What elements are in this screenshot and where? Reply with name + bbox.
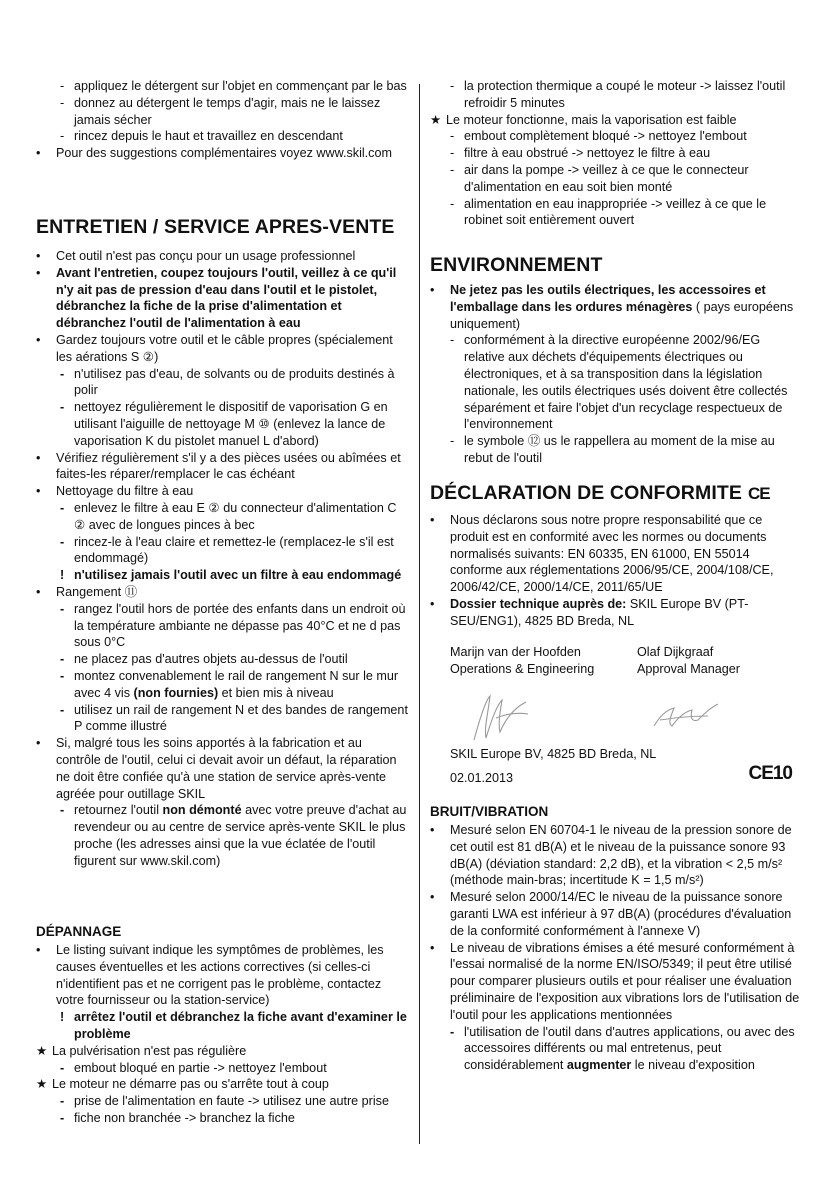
list-marker: • — [36, 249, 41, 263]
depannage-list — [36, 942, 408, 1127]
signer-1 — [450, 644, 594, 678]
list-item-text: Gardez toujours votre outil et le câble propres (spécialement les aérations S ②) — [56, 332, 393, 364]
bruit-dash-bold: augmenter — [566, 1058, 632, 1073]
list-item-text: donnez au détergent le temps d'agir, mais ne le laissez jamais sécher — [74, 95, 381, 127]
list-item-text: prise de l'alimentation en faute -> utilisez une autre prise — [74, 1094, 389, 1109]
list-item-text: n'utilisez pas d'eau, de solvants ou de produits destinés à polir — [74, 366, 395, 398]
list-marker: - — [450, 129, 455, 144]
list-marker: ! — [60, 1010, 65, 1025]
troubleshooting-continued — [430, 78, 800, 229]
list-item-text: la protection thermique a coupé le moteur -> laissez l'outil refroidir 5 minutes — [464, 79, 786, 110]
list-marker: - — [60, 1110, 65, 1125]
list-marker: - — [60, 366, 65, 381]
list-item — [36, 399, 408, 449]
list-item-text: filtre à eau obstrué -> nettoyez le filtre à eau — [464, 146, 711, 161]
env-warning-bold: Ne jetez pas les outils électriques, les accessoires et l'emballage dans les ordures ménagères — [450, 283, 766, 314]
entretien-list — [36, 248, 408, 869]
list-marker: - — [60, 601, 65, 616]
entretien-heading: ENTRETIEN / SERVICE APRES-VENTE — [36, 216, 395, 238]
bruit-text-1: Mesuré selon EN 60704-1 le niveau de la pression sonore de cet outil est 81 dB(A) et le niveau de la puissance sonore 93 dB(A) (déviation standard: 2,2 dB), et la vibration < 2,5 m/s² (méthode main-bras; incertitude K = 1,5 m/s²) — [450, 823, 792, 888]
list-item — [36, 601, 408, 651]
list-marker: ★ — [430, 112, 442, 127]
list-item-text: Rangement ⑪ — [56, 584, 138, 599]
list-item-text: Avant l'entretien, coupez toujours l'outil, veillez à ce qu'il n'y ait pas de pression d'eau dans l'outil et le pistolet, débranchez la fiche de la prise d'alimentation et débranchez l'outil de l'alimentation à eau — [56, 265, 397, 331]
dossier-address: SKIL Europe BV (PT-SEU/ENG1), 4825 BD Breda, NL — [450, 596, 749, 628]
declaration-section — [430, 512, 800, 630]
list-item — [36, 668, 408, 702]
environnement-heading: ENVIRONNEMENT — [430, 254, 603, 276]
list-item — [36, 332, 408, 366]
list-item — [430, 128, 800, 145]
list-item — [36, 128, 408, 145]
declaration-text: Nous déclarons sous notre propre responsabilité que ce produit est en conformité avec les normes ou documents normalisés suivants: EN 60335, EN 61000, EN 55014 conforme aux réglementations 2006/95/CE, 2004/108/CE, 2006/42/CE, 2000/14/CE, 2011/65/UE — [450, 513, 774, 595]
list-item-text: montez convenablement le rail de rangement N sur le mur avec 4 vis (non fournies) et bien mis à niveau — [74, 668, 399, 700]
list-item — [36, 366, 408, 400]
bruit-heading: BRUIT/VIBRATION — [430, 804, 549, 819]
list-item — [36, 1009, 408, 1043]
list-item — [36, 702, 408, 736]
list-item-text: appliquez le détergent sur l'objet en commençant par le bas — [74, 79, 407, 93]
list-item-text: ne placez pas d'autres objets au-dessus de l'outil — [74, 652, 348, 667]
environnement-section — [430, 282, 800, 467]
list-marker: • — [36, 146, 41, 161]
declaration-title-text: DÉCLARATION DE CONFORMITE — [430, 482, 742, 504]
dossier-label: Dossier technique auprès de: — [450, 596, 627, 611]
list-item-text: utilisez un rail de rangement N et des bandes de rangement P comme illustré — [74, 702, 408, 734]
list-marker: • — [36, 450, 41, 465]
list-item — [36, 1093, 408, 1110]
ce-mark-icon: CE — [747, 484, 770, 503]
list-marker: - — [60, 79, 65, 93]
list-item — [36, 802, 408, 869]
list-item-text: Le moteur fonctionne, mais la vaporisation est faible — [446, 112, 737, 127]
list-item-text: rincez-le à l'eau claire et remettez-le (remplacez-le s'il est endommagé) — [74, 534, 394, 566]
list-item: • Le niveau de vibrations émises a été mesuré conformément à l'essai normalisé de la norme EN/ISO/5349; il peut être utilisé pour comparer plusieurs outils et pour réaliser une évaluation préliminaire de l'exposition aux vibrations lors de l'utilisation de l'outil pour les applications mentionnées — [430, 940, 800, 1022]
list-item — [430, 433, 800, 467]
declaration-heading — [430, 482, 770, 505]
list-item — [430, 78, 800, 112]
list-item — [36, 450, 408, 484]
list-marker: • — [36, 736, 41, 751]
list-item — [36, 735, 408, 802]
signer-2 — [637, 644, 740, 678]
list-marker: ★ — [36, 1043, 48, 1058]
list-item — [36, 248, 408, 265]
bruit-text-2: Mesuré selon 2000/14/EC le niveau de la puissance sonore garanti LWA est inférieur à 97 dB(A) (procédures d'évaluation de la conformité conformément à l'annexe V) — [450, 890, 792, 938]
bruit-section — [430, 822, 800, 1074]
list-item-text: air dans la pompe -> veillez à ce que le connecteur d'alimentation en eau soit bien monté — [464, 162, 749, 194]
list-marker: - — [60, 652, 65, 667]
list-item-text: n'utilisez jamais l'outil avec un filtre à eau endommagé — [74, 568, 402, 583]
list-item — [430, 162, 800, 196]
list-marker: - — [450, 79, 455, 93]
list-item — [36, 942, 408, 1009]
list-item-text: rincez depuis le haut et travaillez en descendant — [74, 129, 343, 144]
list-item-text: embout bloqué en partie -> nettoyez l'embout — [74, 1060, 327, 1075]
list-item — [36, 651, 408, 668]
list-item-text: conformément à la directive européenne 2002/96/EG relative aux déchets d'équipements électriques ou électroniques, et à sa transposition dans la législation nationale, les outils électriques usés doivent être collectés séparément et faire l'objet d'un recyclage respectueux de l'environnement — [464, 333, 788, 432]
env-warning-rest: ( pays européens uniquement) — [450, 299, 794, 331]
list-item — [36, 567, 408, 584]
list-marker: - — [60, 668, 65, 683]
list-item — [36, 145, 408, 162]
signature-block — [430, 644, 800, 804]
list-item-text: fiche non branchée -> branchez la fiche — [74, 1110, 295, 1125]
list-item — [36, 1060, 408, 1077]
list-item-text: Le moteur ne démarre pas ou s'arrête tout à coup — [52, 1077, 329, 1092]
list-item — [36, 1043, 408, 1060]
bruit-dash-text-1: l'utilisation de l'outil dans d'autres applications, ou avec des accessoires différents ou mal entretenus, peut considérablement — [464, 1024, 795, 1073]
list-item — [36, 500, 408, 534]
list-item — [36, 1110, 408, 1127]
list-item — [430, 112, 800, 129]
env-subitems — [430, 332, 800, 466]
list-marker: - — [60, 1060, 65, 1075]
list-item — [430, 332, 800, 433]
signer-1-title: Operations & Engineering — [450, 661, 595, 676]
list-marker: ! — [60, 568, 65, 583]
declaration-date: 02.01.2013 — [450, 771, 514, 785]
signature-2-icon — [648, 696, 728, 736]
signer-2-name: Olaf Dijkgraaf — [637, 645, 714, 659]
list-item: • Mesuré selon EN 60704-1 le niveau de la pression sonore de cet outil est 81 dB(A) et le niveau de la puissance sonore 93 dB(A) (déviation standard: 2,2 dB), et la vibration < 2,5 m/s² (méthode main-bras; incertitude K = 1,5 m/s²) — [430, 822, 800, 889]
list-marker: - — [60, 129, 65, 144]
list-item — [36, 483, 408, 500]
list-item — [430, 196, 800, 230]
list-item — [430, 145, 800, 162]
ce10-mark-icon: CE10 — [748, 763, 792, 784]
list-item-text: Si, malgré tous les soins apportés à la fabrication et au contrôle de l'outil, celui ci devait avoir un défaut, la réparation ne doit être confiée qu'à une station de service après-vente agréée pour outillage SKIL — [56, 736, 397, 801]
list-marker: • — [36, 265, 41, 280]
company-line: SKIL Europe BV, 4825 BD Breda, NL — [450, 747, 657, 761]
list-marker: - — [60, 534, 65, 549]
list-marker: - — [450, 196, 455, 211]
depannage-heading: DÉPANNAGE — [36, 924, 122, 939]
signature-1-icon — [466, 688, 536, 748]
list-item: • Dossier technique auprès de: SKIL Europe BV (PT-SEU/ENG1), 4825 BD Breda, NL — [430, 596, 749, 628]
list-item-text: Cet outil n'est pas conçu pour un usage professionnel — [56, 249, 356, 263]
list-item — [36, 265, 408, 332]
list-item-text: rangez l'outil hors de portée des enfants dans un endroit où la température ambiante ne dépasse pas 40°C et ne d pas sous 0°C — [74, 601, 406, 650]
list-item: • Nous déclarons sous notre propre responsabilité que ce produit est en conformité avec les normes ou documents normalisés suivants: EN 60335, EN 61000, EN 55014 conforme aux réglementations 2006/95/CE, 2004/108/CE, 2006/42/CE, 2000/14/CE, 2011/65/UE — [430, 512, 800, 596]
list-marker: - — [60, 1094, 65, 1109]
list-item — [36, 584, 408, 601]
list-item — [36, 78, 408, 95]
list-item-text: alimentation en eau inappropriée -> veillez à ce que le robinet soit entièrement ouvert — [464, 196, 767, 228]
list-item: - l'utilisation de l'outil dans d'autres applications, ou avec des accessoires différents ou mal entretenus, peut considérablement augmenter le niveau d'exposition — [450, 1024, 795, 1073]
list-marker: - — [60, 803, 65, 818]
list-item-text: arrêtez l'outil et débranchez la fiche avant d'examiner le problème — [74, 1010, 407, 1041]
list-marker: • — [36, 584, 41, 599]
list-item-text: Vérifiez régulièrement s'il y a des pièces usées ou abîmées et faites-les réparer/remplacer le cas échéant — [56, 450, 401, 482]
list-marker: ★ — [36, 1077, 48, 1092]
list-marker: - — [450, 162, 455, 177]
list-marker: - — [60, 702, 65, 717]
bruit-text-3: Le niveau de vibrations émises a été mesuré conformément à l'essai normalisé de la norme EN/ISO/5349; il peut être utilisé pour comparer plusieurs outils et pour réaliser une évaluation préliminaire de l'exposition aux vibrations lors de l'utilisation de l'outil pour les applications mentionnées — [450, 940, 800, 1022]
list-marker: - — [450, 146, 455, 161]
list-item-text: Nettoyage du filtre à eau — [56, 484, 194, 499]
signer-2-title: Approval Manager — [637, 661, 740, 676]
list-marker: • — [36, 484, 41, 499]
list-item-text: Le listing suivant indique les symptômes de problèmes, les causes éventuelles et les actions correctives (si celles-ci n'identifient pas et ne corrigent pas le problème, contactez votre fournisseur ou la station-service) — [56, 943, 384, 1008]
list-item-text: Pour des suggestions complémentaires voyez www.skil.com — [56, 146, 392, 161]
list-item-text: retournez l'outil non démonté avec votre preuve d'achat au revendeur ou au centre de service après-vente SKIL le plus proche (les adresses ainsi que la vue éclatée de l'outil figurent sur www.skil.com) — [74, 803, 407, 868]
list-item — [36, 534, 408, 568]
list-item-text: embout complètement bloqué -> nettoyez l'embout — [464, 129, 747, 144]
list-marker: - — [60, 95, 65, 110]
list-item: • Mesuré selon 2000/14/EC le niveau de la puissance sonore garanti LWA est inférieur à 97 dB(A) (procédures d'évaluation de la conformité conformément à l'annexe V) — [430, 889, 800, 939]
list-marker: - — [60, 500, 65, 515]
list-item-text: nettoyez régulièrement le dispositif de vaporisation G en utilisant l'aiguille de nettoyage M ⑩ (enlevez la lance de vaporisation K du pistolet manuel L d'abord) — [74, 400, 388, 448]
list-item — [36, 95, 408, 129]
list-item: • Ne jetez pas les outils électriques, les accessoires et l'emballage dans les ordures ménagères ( pays européens uniquement) — [430, 283, 794, 331]
list-marker: - — [450, 333, 455, 348]
column-divider — [419, 84, 420, 1144]
signer-1-name: Marijn van der Hoofden — [450, 645, 581, 659]
list-marker: - — [60, 400, 65, 415]
list-item-text: enlevez le filtre à eau E ② du connecteur d'alimentation C ② avec de longues pinces à bec — [74, 500, 397, 532]
list-item — [36, 1076, 408, 1093]
list-marker: • — [36, 943, 41, 957]
list-marker: • — [36, 332, 41, 347]
cleaning-steps — [36, 78, 408, 162]
bruit-dash-text-2: le niveau d'exposition — [631, 1058, 755, 1073]
list-item-text: La pulvérisation n'est pas régulière — [52, 1043, 247, 1058]
list-marker: - — [450, 434, 455, 449]
list-item-text: le symbole ⑫ us le rappellera au moment de la mise au rebut de l'outil — [464, 434, 775, 465]
